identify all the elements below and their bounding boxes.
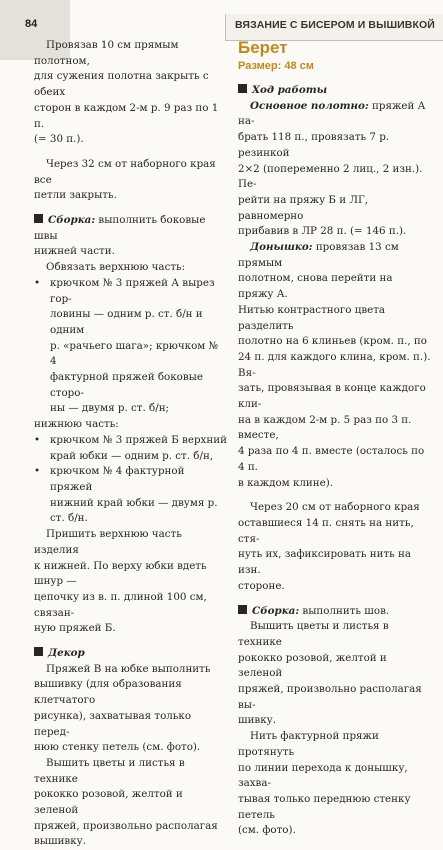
text-line: оставшиеся 14 п. снять на нить, стя- — [238, 516, 414, 545]
paragraph-decor-1 — [34, 662, 227, 756]
decor-heading-line — [34, 646, 227, 662]
text-line: петли закрыть. — [34, 189, 117, 202]
decor-heading: Декор — [48, 647, 85, 660]
text-line: зать, провязывая в конце каждого кли- — [238, 382, 426, 411]
text-line: (см. фото). — [238, 824, 296, 837]
text-line: полотном, снова перейти на пряжу А. — [238, 272, 393, 301]
paragraph-decor-2 — [34, 756, 227, 850]
text-line: крючком № 3 пряжей А вырез гор- — [50, 276, 215, 305]
assembly-heading: Сборка: — [252, 604, 300, 617]
square-bullet-icon — [238, 84, 247, 93]
text-line: пряжей, произвольно располагая вы- — [238, 683, 422, 711]
text-line: к нижней. По верху юбки вдеть шнур — — [34, 559, 207, 588]
text-line: Провязав 10 см прямым полотном, — [34, 39, 179, 67]
text-line: вышивку (для образования клетчатого — [34, 678, 182, 707]
text-line: ную пряжей Б. — [34, 622, 116, 635]
square-bullet-icon — [238, 605, 247, 614]
text-line: рисунка), захватывая только перед- — [34, 709, 192, 738]
work-heading-line — [238, 83, 431, 99]
beret-title: Берет — [238, 38, 288, 57]
text-line: Вышить цветы и листья в технике — [34, 756, 185, 785]
text-line: прибавив в ЛР 28 п. (= 146 п.). — [238, 225, 407, 238]
list-item — [34, 276, 227, 417]
text-line: стороне. — [238, 579, 285, 592]
paragraph-embroidery — [238, 619, 431, 729]
text-line: рейти на пряжу Б и ЛГ, равномерно — [238, 193, 369, 222]
left-column — [34, 38, 227, 850]
text-line: ны — двумя р. ст. б/н; — [50, 402, 170, 415]
text-line: сторон в каждом 2-м р. 9 раз по 1 п. — [34, 101, 219, 130]
text-line: в каждом клине). — [238, 476, 334, 489]
page-number: 84 — [25, 18, 38, 30]
text-line: нуть их, зафиксировать нить на изн. — [238, 548, 412, 577]
text-line: край юбки — одним р. ст. б/н, — [50, 449, 214, 462]
text-line: на в каждом 2-м р. 5 раз по 3 п. вместе, — [238, 413, 412, 442]
text-line: провязав 13 см прямым — [238, 241, 399, 269]
text-line: Пришить верхнюю часть изделия — [34, 528, 182, 556]
text-line: Нитью контрастного цвета разделить — [238, 303, 386, 332]
tie-intro: Обвязать верхнюю часть: — [46, 261, 186, 274]
text-line: рококко розовой, желтой и зеленой — [34, 788, 183, 817]
text-line: (= 30 п.). — [34, 133, 84, 146]
paragraph-bottom — [238, 240, 431, 491]
bullet-icon: • — [34, 433, 41, 446]
paragraph-after — [238, 500, 431, 594]
section-title: ВЯЗАНИЕ С БИСЕРОМ И ВЫШИВКОЙ — [235, 19, 435, 31]
list-item — [34, 433, 227, 464]
paragraph-close-stitches — [34, 157, 227, 204]
text-line: цепочку из в. п. длиной 100 см, связан- — [34, 590, 207, 619]
text-line: нижней части. — [34, 245, 115, 258]
assembly-paragraph — [34, 213, 227, 260]
text-line: шивку. — [238, 714, 276, 727]
right-column — [238, 38, 431, 839]
text-line: пряжей А на- — [238, 99, 426, 128]
text-line: выполнить шов. — [299, 604, 390, 617]
text-line: крючком № 4 фактурной пряжей — [50, 465, 185, 493]
assembly-paragraph-right — [238, 604, 431, 620]
size-label: Размер: 48 см — [238, 60, 314, 72]
main-fabric-label: Основное полотно: — [250, 99, 369, 112]
bullet-icon: • — [34, 465, 41, 478]
text-line: крючком № 3 пряжей Б верхний — [50, 433, 227, 446]
text-line: р. «рачьего шага»; крючком № 4 — [50, 339, 219, 368]
text-line: полотно на 6 клиньев (кром. п., по — [238, 335, 427, 348]
text-line: Через 20 см от наборного края — [250, 501, 420, 514]
text-line: 24 п. для каждого клина, кром. п.). Вя- — [238, 350, 431, 379]
text-line: Через 32 см от наборного края все — [34, 157, 216, 186]
text-line: Вышить цветы и листья в технике — [238, 620, 389, 648]
square-bullet-icon — [34, 647, 43, 656]
text-line: Пряжей В на юбке выполнить — [46, 662, 211, 675]
text-line: тывая только переднюю стенку петель — [238, 792, 411, 821]
text-line: нюю стенку петель (см. фото). — [34, 741, 201, 754]
list-item — [34, 464, 227, 527]
bottom-label: Донышко: — [250, 241, 313, 254]
bullet-icon: • — [34, 276, 41, 289]
text-line: Нить фактурной пряжи протянуть — [238, 730, 379, 758]
text-line: 2×2 (попеременно 2 лиц., 2 изн.). Пе- — [238, 162, 423, 191]
text-line: пряжей, произвольно располагая вышивку. — [34, 819, 218, 848]
text-line: нижний край юбки — двумя р. ст. б/н. — [50, 496, 218, 525]
text-line: для сужения полотна закрыть с обеих — [34, 70, 209, 99]
text-line: по линии перехода к донышку, захва- — [238, 761, 408, 790]
text-line: 4 раза по 4 п. вместе (осталось по 4 п. — [238, 445, 425, 473]
lower-part-label: нижнюю часть: — [34, 418, 119, 431]
work-heading: Ход работы — [252, 84, 328, 96]
text-line: выполнить боковые швы — [34, 214, 206, 242]
text-line: брать 118 п., провязать 7 р. резинкой — [238, 131, 390, 159]
paragraph-main-fabric — [238, 99, 431, 240]
paragraph-sew — [34, 527, 227, 637]
paragraph-thread — [238, 729, 431, 839]
text-line: ловины — одним р. ст. б/н и одним — [50, 308, 203, 336]
square-bullet-icon — [34, 214, 43, 223]
text-line: фактурной пряжей боковые сторо- — [50, 371, 203, 399]
paragraph-narrowing — [34, 38, 227, 148]
assembly-heading: Сборка: — [48, 214, 96, 227]
text-line: рококко розовой, желтой и зеленой — [238, 651, 387, 680]
